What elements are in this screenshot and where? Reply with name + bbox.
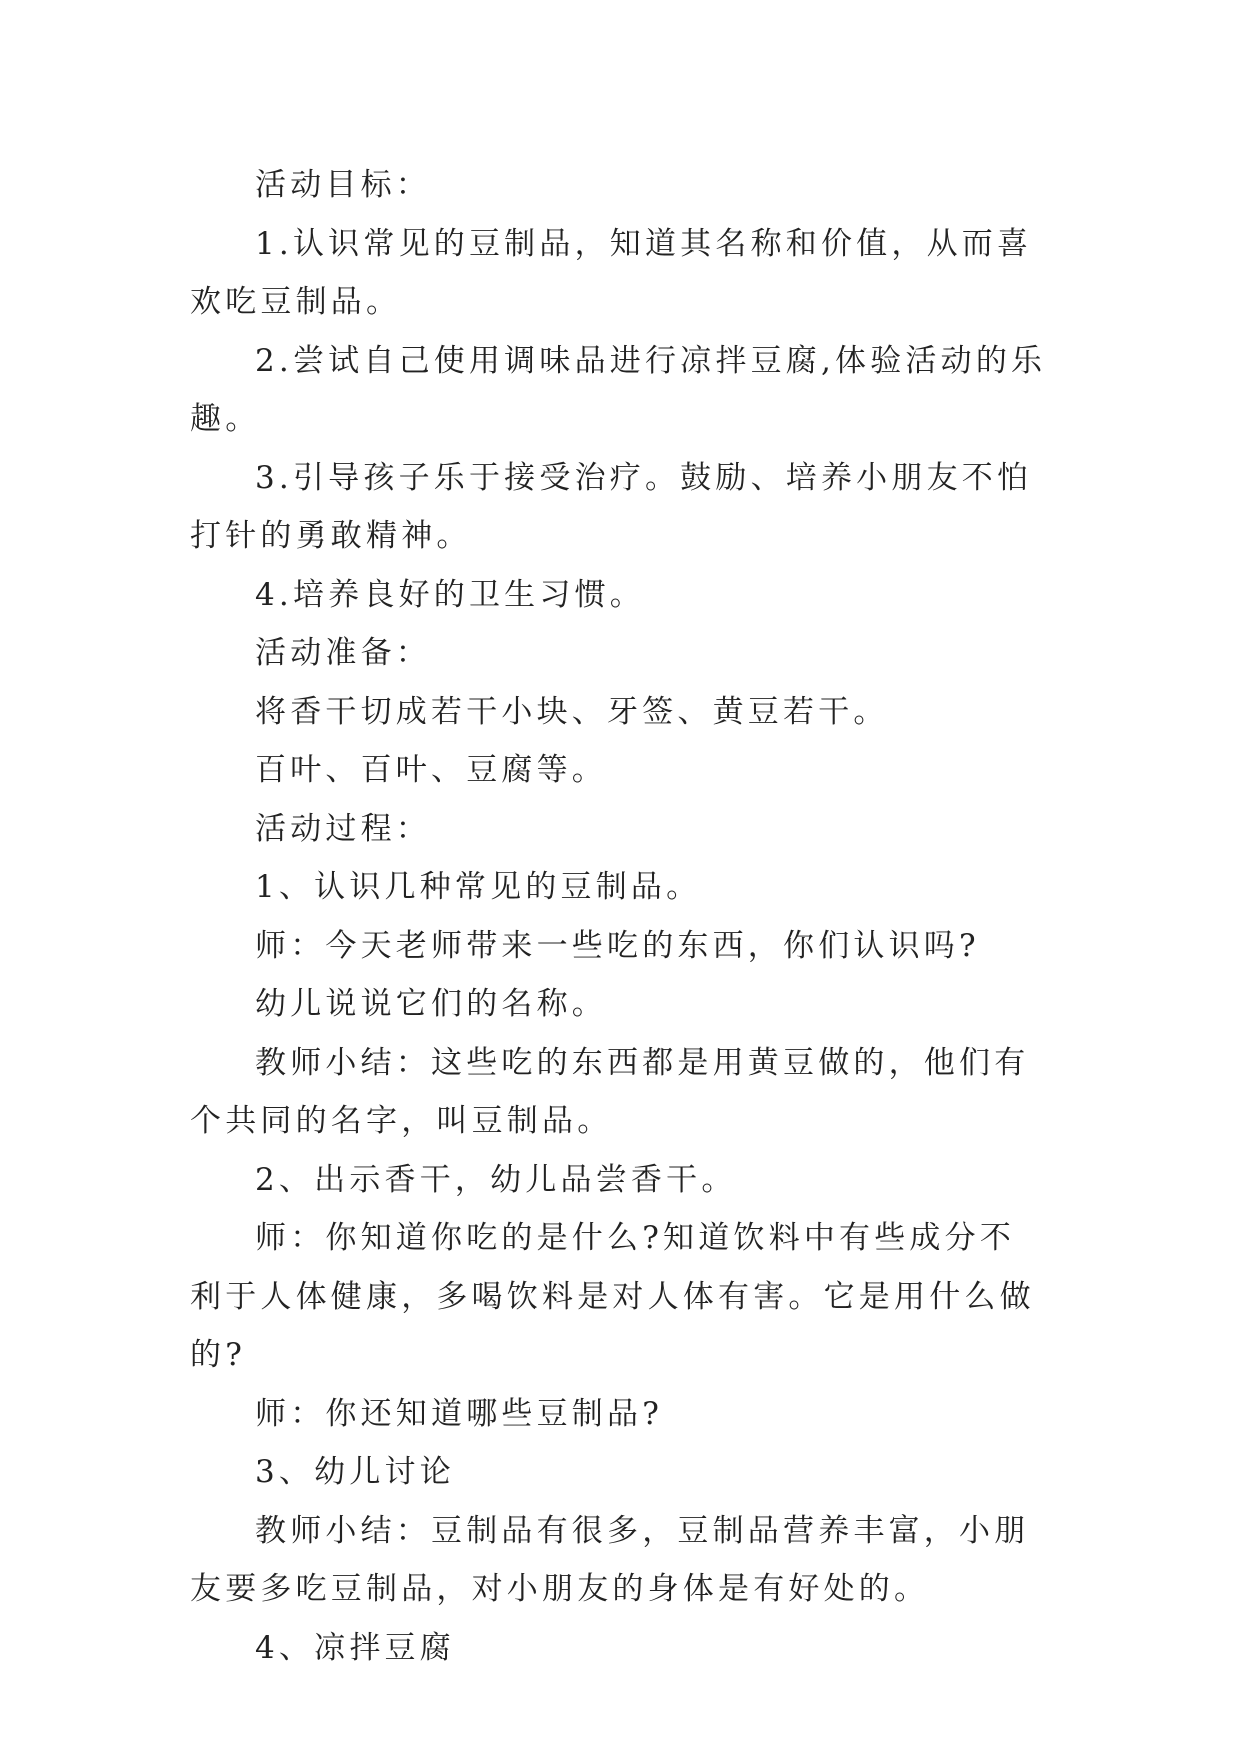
- process-step-2: 2、出示香干，幼儿品尝香干。: [255, 1161, 737, 1198]
- section-heading-process: 活动过程：: [255, 810, 431, 847]
- preparation-item-1: 将香干切成若干小块、牙签、黄豆若干。: [255, 693, 889, 730]
- teacher-line: 师：今天老师带来一些吃的东西，你们认识吗?: [255, 927, 980, 964]
- teacher-summary: 教师小结：这些吃的东西都是用黄豆做的，他们有个共同的名字，叫豆制品。: [190, 1044, 1030, 1139]
- preparation-item-2: 百叶、百叶、豆腐等。: [255, 752, 607, 788]
- goal-item-3: 3.引导孩子乐于接受治疗。鼓励、培养小朋友不怕打针的勇敢精神。: [190, 459, 1033, 554]
- goal-item-2: 2.尝试自己使用调味品进行凉拌豆腐,体验活动的乐趣。: [190, 342, 1047, 437]
- teacher-summary: 教师小结：豆制品有很多，豆制品营养丰富，小朋友要多吃豆制品，对小朋友的身体是有好处的。: [190, 1512, 1030, 1607]
- section-heading-goals: 活动目标：: [255, 167, 431, 203]
- section-heading-preparation: 活动准备：: [255, 635, 431, 671]
- teacher-line: 师：你知道你吃的是什么?知道饮料中有些成分不利于人体健康，多喝饮料是对人体有害。它是用什么做的?: [190, 1220, 1035, 1373]
- teacher-line: 师：你还知道哪些豆制品?: [255, 1395, 664, 1432]
- goal-item-1: 1.认识常见的豆制品，知道其名称和价值，从而喜欢吃豆制品。: [190, 225, 1033, 320]
- process-step-3: 3、幼儿讨论: [255, 1454, 455, 1490]
- child-activity-line: 幼儿说说它们的名称。: [255, 986, 607, 1022]
- document-body: [190, 156, 1050, 1677]
- process-step-4: 4、凉拌豆腐: [255, 1629, 455, 1666]
- goal-item-4: 4.培养良好的卫生习惯。: [255, 576, 645, 613]
- process-step-1: 1、认识几种常见的豆制品。: [255, 869, 702, 905]
